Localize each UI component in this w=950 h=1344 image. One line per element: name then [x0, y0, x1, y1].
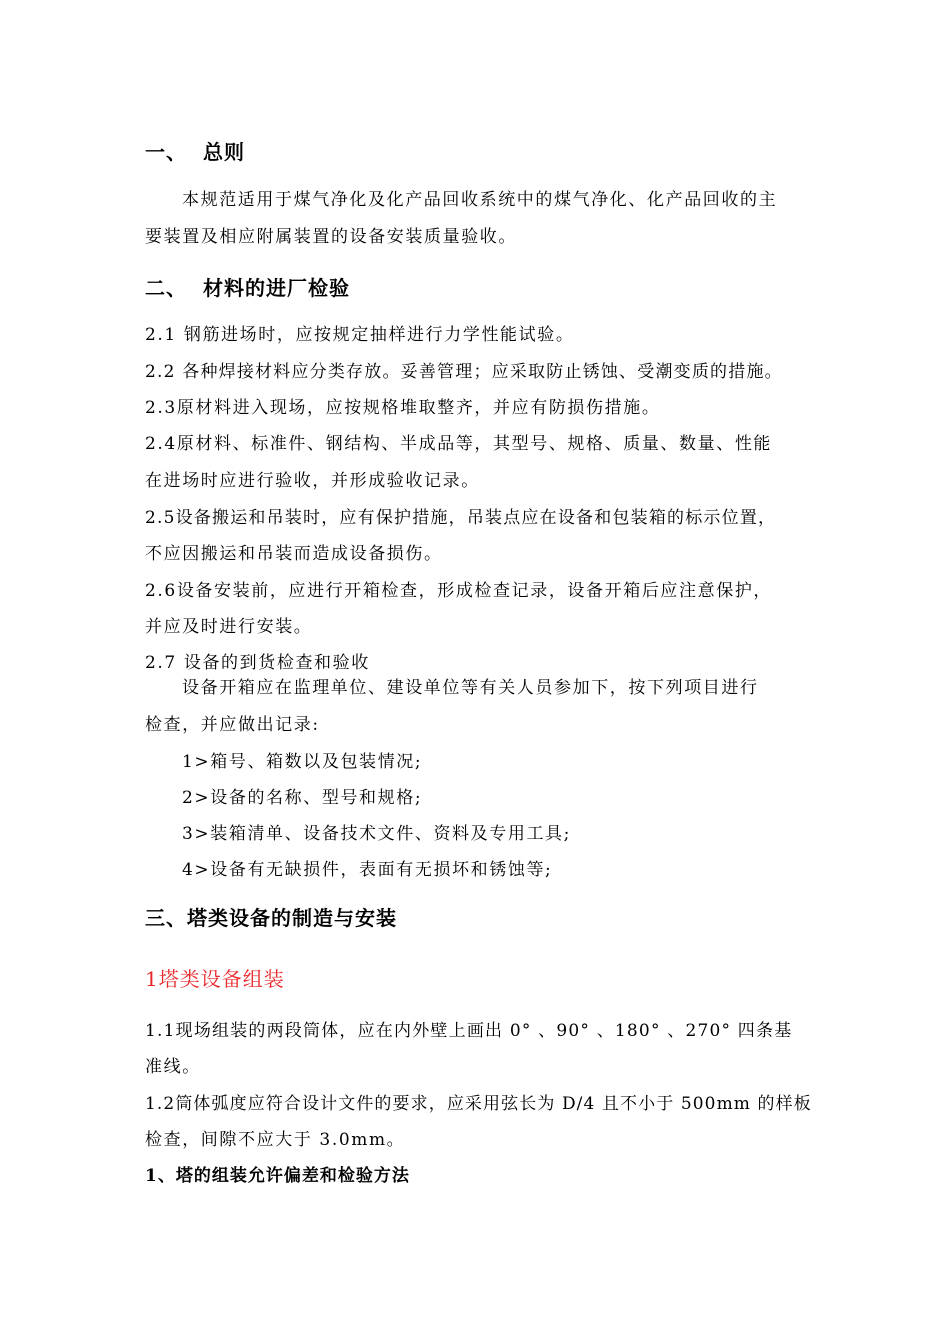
- section3-item: 准线。: [145, 1057, 201, 1077]
- section2-title: 材料的进厂检验: [203, 276, 350, 300]
- section2-heading: [145, 275, 350, 301]
- section3-item: 1.2筒体弧度应符合设计文件的要求，应采用弦长为 D/4 且不小于 500mm 的样板: [145, 1094, 812, 1114]
- checklist-item: 1>箱号、箱数以及包装情况;: [182, 752, 423, 772]
- section2-number: 二、: [145, 276, 187, 300]
- checklist-item: 2>设备的名称、型号和规格;: [182, 788, 423, 808]
- checklist-item: 3>装箱清单、设备技术文件、资料及专用工具;: [182, 824, 571, 844]
- section1-paragraph-line2: 要装置及相应附属装置的设备安装质量验收。: [145, 227, 517, 247]
- section2-item: 在进场时应进行验收，并形成验收记录。: [145, 471, 480, 491]
- section2-item: 2.7 设备的到货检查和验收: [145, 653, 370, 673]
- section2-item: 2.5设备搬运和吊装时，应有保护措施，吊装点应在设备和包装箱的标示位置，: [145, 508, 777, 528]
- section2-item: 并应及时进行安装。: [145, 617, 313, 637]
- section3-heading: 三、塔类设备的制造与安装: [145, 906, 397, 930]
- section2-item: 2.3原材料进入现场，应按规格堆取整齐，并应有防损伤措施。: [145, 398, 661, 418]
- section2-item: 2.6设备安装前，应进行开箱检查，形成检查记录，设备开箱后应注意保护，: [145, 581, 773, 601]
- section3-item: 1.1现场组装的两段筒体，应在内外壁上画出 0° 、90° 、180° 、270° 四条基: [145, 1021, 793, 1041]
- checklist-item: 4>设备有无缺损件，表面有无损坏和锈蚀等;: [182, 860, 553, 880]
- section1-paragraph-line1: 本规范适用于煤气净化及化产品回收系统中的煤气净化、化产品回收的主: [182, 190, 778, 210]
- section1-heading: [145, 139, 245, 165]
- section1-title: 总则: [203, 140, 245, 164]
- section3-table-heading: 1、塔的组装允许偏差和检验方法: [145, 1166, 410, 1186]
- section2-item: 2.4原材料、标准件、钢结构、半成品等，其型号、规格、质量、数量、性能: [145, 434, 773, 454]
- section3-subheading: 1塔类设备组装: [145, 967, 285, 991]
- section1-number: 一、: [145, 140, 187, 164]
- section2-item: 2.2 各种焊接材料应分类存放。妥善管理；应采取防止锈蚀、受潮变质的措施。: [145, 362, 783, 382]
- section2-item: 不应因搬运和吊装而造成设备损伤。: [145, 544, 443, 564]
- section2-item: 2.1 钢筋进场时，应按规定抽样进行力学性能试验。: [145, 325, 575, 345]
- section3-item: 检查，间隙不应大于 3.0mm。: [145, 1130, 406, 1150]
- section2-item: 检查，并应做出记录:: [145, 715, 320, 735]
- section2-item: 设备开箱应在监理单位、建设单位等有关人员参加下，按下列项目进行: [182, 678, 759, 698]
